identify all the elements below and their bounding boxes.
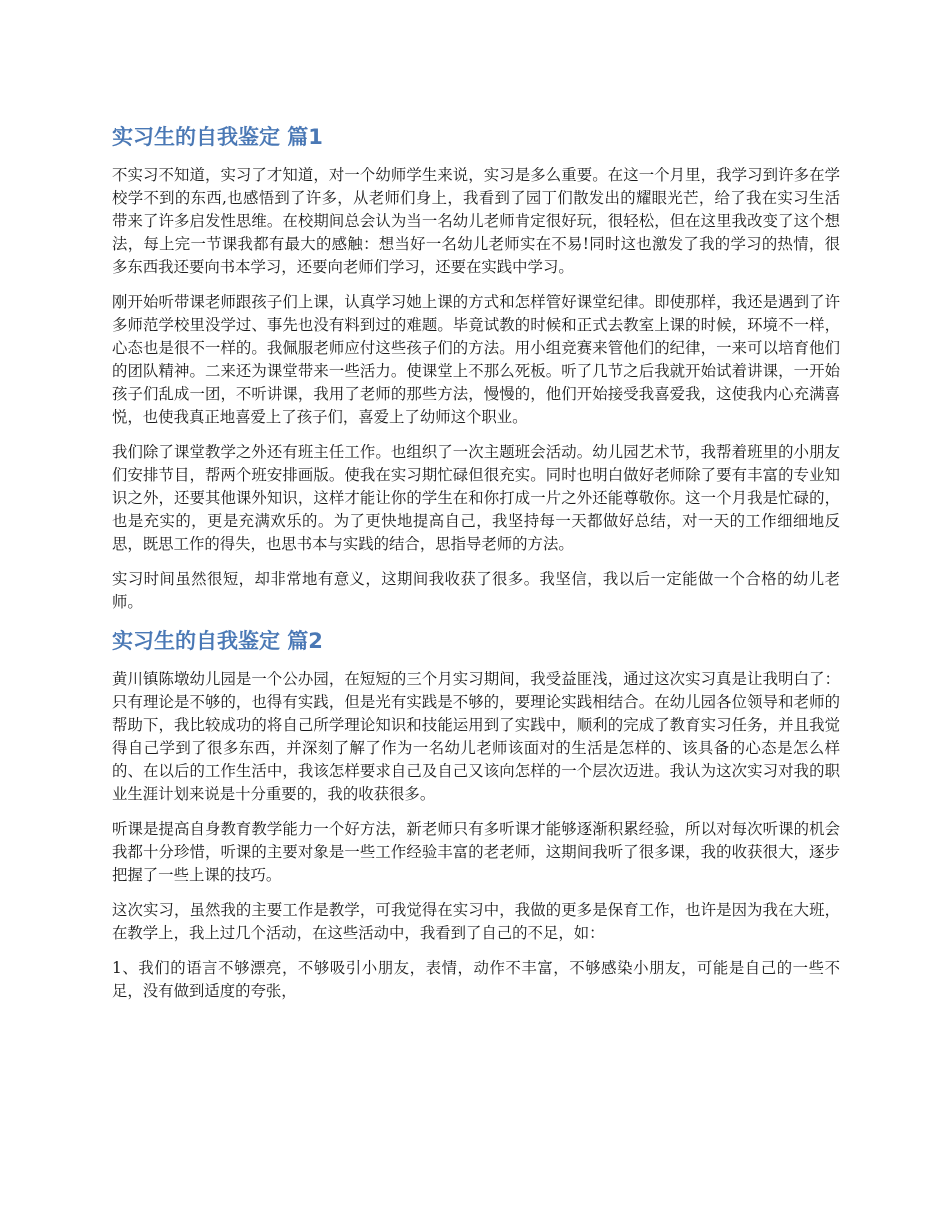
section-2-paragraph-4: 1、我们的语言不够漂亮，不够吸引小朋友，表情，动作不丰富，不够感染小朋友，可能是自己的一些不足，没有做到适度的夸张，: [112, 959, 840, 1000]
document-page: [112, 122, 840, 1015]
section-2-paragraph-1: 黄川镇陈墩幼儿园是一个公办园，在短短的三个月实习期间，我受益匪浅，通过这次实习真是让我明白了：只有理论是不够的，也得有实践，但是光有实践是不够的，要理论实践相结合。在幼儿园各位领导和老师的帮助下，我比较成功的将自己所学理论知识和技能运用到了实践中，顺利的完成了教育实习任务，并且我觉得自己学到了很多东西，并深刻了解了作为一名幼儿老师该面对的生活是怎样的、该具备的心态是怎么样的、在以后的工作生活中，我该怎样要求自己及自己又该向怎样的一个层次迈进。我认为这次实习对我的职业生涯计划来说是十分重要的，我的收获很多。: [112, 670, 840, 803]
section-1-paragraph-2: 刚开始听带课老师跟孩子们上课，认真学习她上课的方式和怎样管好课堂纪律。即使那样，我还是遇到了许多师范学校里没学过、事先也没有料到过的难题。毕竟试教的时候和正式去教室上课的时候，环境不一样，心态也是很不一样的。我佩服老师应付这些孩子们的方法。用小组竞赛来管他们的纪律，一来可以培育他们的团队精神。二来还为课堂带来一些活力。使课堂上不那么死板。听了几节之后我就开始试着讲课，一开始孩子们乱成一团，不听讲课，我用了老师的那些方法，慢慢的，他们开始接受我喜爱我，这使我内心充满喜悦，也使我真正地喜爱上了孩子们，喜爱上了幼师这个职业。: [112, 293, 840, 426]
section-1-paragraph-4: 实习时间虽然很短，却非常地有意义，这期间我收获了很多。我坚信，我以后一定能做一个合格的幼儿老师。: [112, 570, 840, 611]
section-1-heading: 实习生的自我鉴定 篇1: [112, 125, 323, 149]
section-2-paragraph-2: 听课是提高自身教育教学能力一个好方法，新老师只有多听课才能够逐渐积累经验，所以对每次听课的机会我都十分珍惜，听课的主要对象是一些工作经验丰富的老老师，这期间我听了很多课，我的收获很大，逐步把握了一些上课的技巧。: [112, 820, 840, 884]
section-2-paragraph-3: 这次实习，虽然我的主要工作是教学，可我觉得在实习中，我做的更多是保育工作，也许是因为我在大班，在教学上，我上过几个活动，在这些活动中，我看到了自己的不足，如：: [112, 901, 840, 942]
section-1-paragraph-1: 不实习不知道，实习了才知道，对一个幼师学生来说，实习是多么重要。在这一个月里，我学习到许多在学校学不到的东西,也感悟到了许多，从老师们身上，我看到了园丁们散发出的耀眼光芒，给了我在实习生活带来了许多启发性思维。在校期间总会认为当一名幼儿老师肯定很好玩，很轻松，但在这里我改变了这个想法，每上完一节课我都有最大的感触：想当好一名幼儿老师实在不易!同时这也激发了我的学习的热情，很多东西我还要向书本学习，还要向老师们学习，还要在实践中学习。: [112, 166, 840, 276]
section-2-heading: 实习生的自我鉴定 篇2: [112, 629, 323, 653]
section-1-paragraph-3: 我们除了课堂教学之外还有班主任工作。也组织了一次主题班会活动。幼儿园艺术节，我帮着班里的小朋友们安排节目，帮两个班安排画版。使我在实习期忙碌但很充实。同时也明白做好老师除了要有丰富的专业知识之外，还要其他课外知识，这样才能让你的学生在和你打成一片之外还能尊敬你。这一个月我是忙碌的，也是充实的，更是充满欢乐的。为了更快地提高自己，我坚持每一天都做好总结，对一天的工作细细地反思，既思工作的得失，也思书本与实践的结合，思指导老师的方法。: [112, 443, 840, 553]
